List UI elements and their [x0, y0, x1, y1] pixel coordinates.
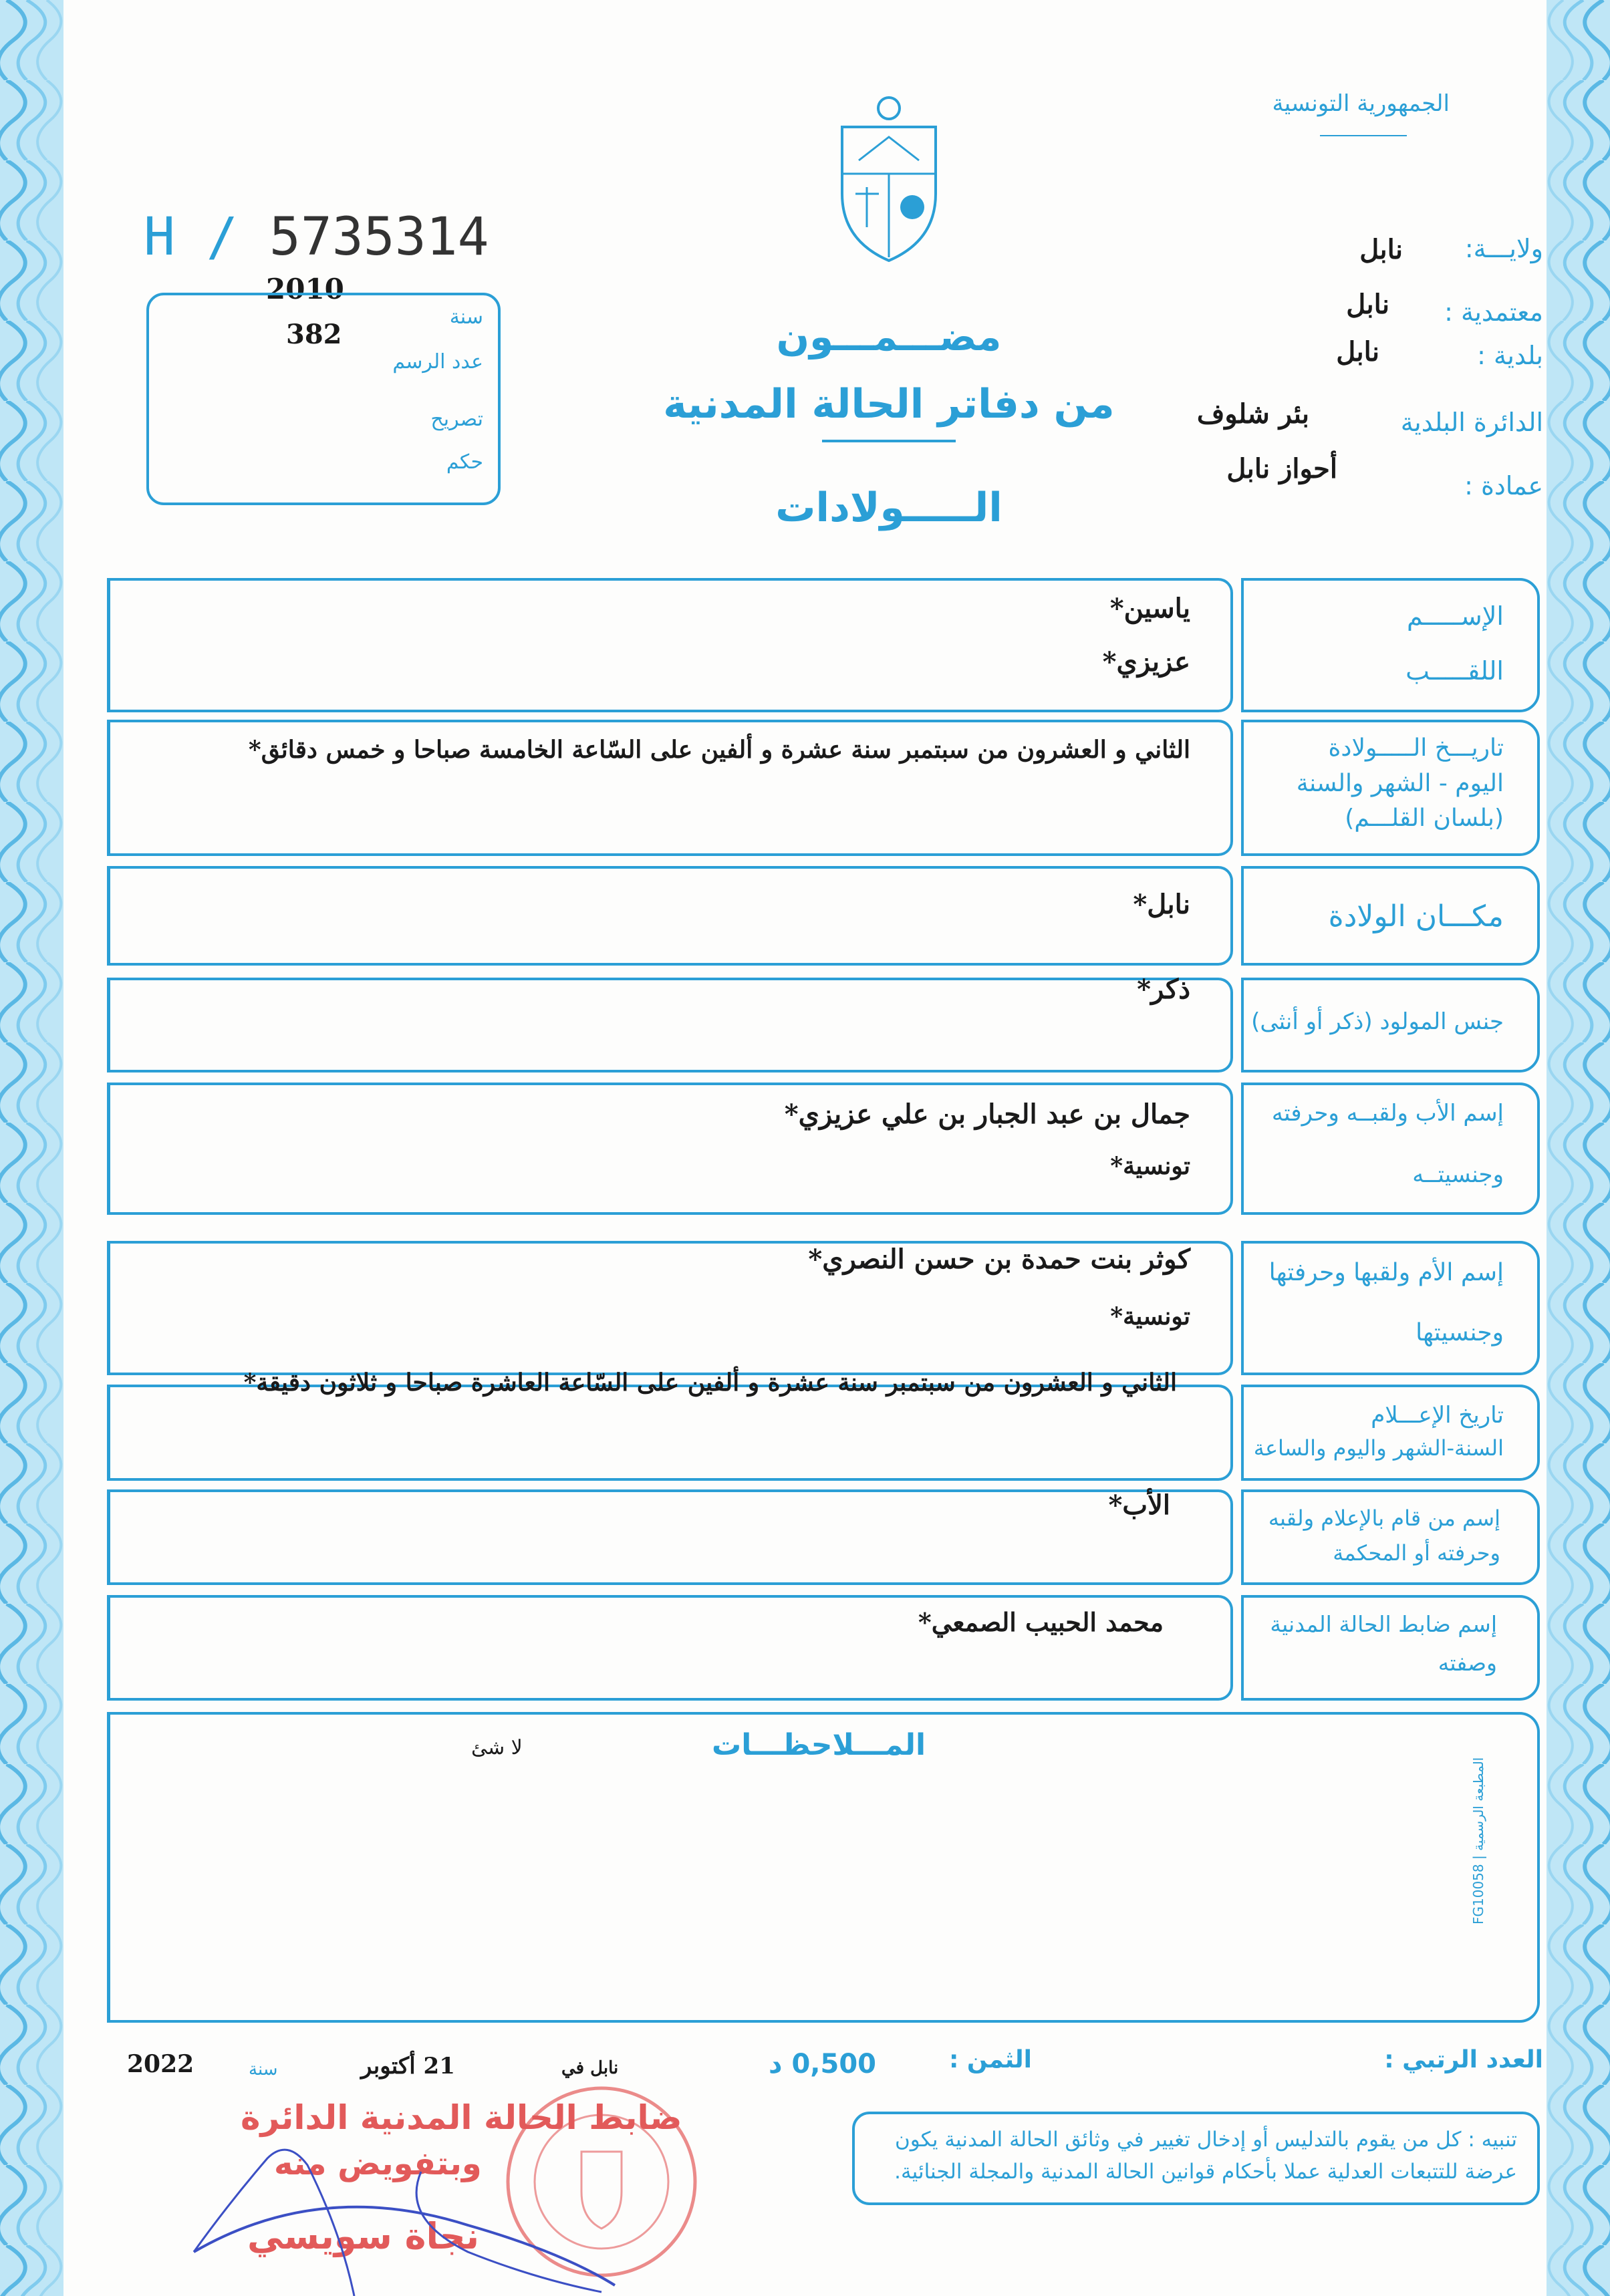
officer-value: محمد الحبيب الصمعي*: [918, 1607, 1164, 1637]
remarks-box: [107, 1712, 1540, 2023]
right-guilloche-border: [1547, 0, 1610, 2296]
birth-place-value: نابل*: [1133, 889, 1190, 920]
delegation-value: نابل: [1346, 289, 1389, 320]
surname-value: عزيزي*: [1102, 646, 1190, 678]
record-box: [146, 293, 501, 505]
municipality-value: نابل: [1336, 336, 1379, 368]
issue-year-value: 2022: [127, 2050, 194, 2078]
price-value: 0,500 د: [769, 2049, 876, 2079]
printer-mark: المطبعة الرسمية | FG10058: [1470, 1757, 1486, 1924]
father-value-box: [107, 1083, 1233, 1215]
declarant-label-2: وحرفته أو المحكمة: [1333, 1540, 1500, 1566]
officer-value-box: [107, 1595, 1233, 1701]
judgment-label: حكم: [446, 450, 483, 474]
title-divider: [1320, 135, 1407, 136]
birth-date-value-box: [107, 720, 1233, 856]
remarks-value: لا شئ: [471, 1736, 523, 1759]
declarant-value-box: [107, 1489, 1233, 1585]
father-label-box: [1241, 1083, 1540, 1215]
municipal-district-value: بئر شلوف: [1196, 398, 1309, 430]
stamp-line-delegation: وبتفويض منه: [274, 2145, 482, 2182]
father-nationality-value: تونسية*: [1110, 1152, 1190, 1180]
issue-year-label: سنة: [249, 2059, 278, 2079]
birth-date-label-1: تاريـــخ الـــــولادة: [1328, 734, 1504, 762]
serial-order-label: العدد الرتبي :: [1384, 2046, 1543, 2073]
birth-place-value-box: [107, 866, 1233, 966]
left-guilloche-border: [0, 0, 63, 2296]
surname-label: اللقـــــب: [1405, 656, 1504, 686]
declaration-date-value-box: [107, 1369, 1233, 1481]
serial-number: 5735314: [269, 207, 489, 267]
name-label-box: [1241, 578, 1540, 712]
declarant-label-1: إسم من قام بالإعلام ولقبه: [1268, 1505, 1500, 1531]
mother-value-box: [107, 1241, 1233, 1375]
mother-nationality-value: تونسية*: [1110, 1302, 1190, 1330]
declaration-date-label-box: [1241, 1385, 1540, 1481]
republic-title: الجمهورية التونسية: [1272, 90, 1450, 117]
birth-place-label-box: [1241, 866, 1540, 966]
serial-prefix: H /: [144, 207, 238, 267]
record-year-value: 2010: [266, 273, 344, 305]
delegation-label: معتمدية :: [1444, 297, 1543, 327]
governorate-value: نابل: [1359, 234, 1403, 265]
mother-label-2: وجنسيتها: [1416, 1319, 1504, 1346]
tunisia-emblem-icon: [832, 94, 946, 264]
issue-date-value: 21 أكتوبر: [361, 2053, 455, 2079]
declaration-date-label-1: تاريخ الإعـــلام: [1371, 1402, 1504, 1429]
year-label: سنة: [449, 305, 483, 329]
declarant-value: الأب*: [1108, 1489, 1170, 1521]
governorate-label: ولايـــة:: [1464, 234, 1543, 263]
municipal-district-label: الدائرة البلدية: [1400, 408, 1543, 437]
legal-notice-text: تنبيه : كل من يقوم بالتدليس أو إدخال تغيير في وثائق الحالة المدنية يكون عرضة للتتبعات العدلية عملا بأحكام قوانين الحالة المدنية والمجلة الجنائية.: [894, 2128, 1517, 2184]
document-title: مضـــمـــون: [776, 314, 1002, 360]
officer-label-2: وصفته: [1438, 1650, 1497, 1676]
price-label: الثمن :: [949, 2046, 1033, 2073]
legal-notice-box: [852, 2112, 1540, 2205]
issue-place-value: نابل في: [561, 2058, 619, 2078]
document-subtitle: من دفاتر الحالة المدنية: [663, 381, 1115, 428]
sector-label: عمادة :: [1464, 471, 1543, 500]
sector-value: أحواز نابل: [1226, 453, 1337, 484]
stamp-line-officer: ضابط الحالة المدنية الدائرة: [241, 2098, 682, 2137]
birth-date-label-3: (بلسان القلـــم): [1345, 805, 1504, 832]
mother-name-value: كوثر بنت حمدة بن حسن النصري*: [808, 1244, 1190, 1275]
declarant-label-box: [1241, 1489, 1540, 1585]
officer-label-1: إسم ضابط الحالة المدنية: [1270, 1611, 1497, 1637]
record-number-label: عدد الرسم: [392, 350, 483, 374]
stamp-line-name: نجاة سويسي: [247, 2215, 479, 2257]
declaration-label: تصريح: [430, 408, 483, 431]
birth-place-label: مكـــان الولادة: [1328, 899, 1504, 934]
sex-label-box: [1241, 978, 1540, 1072]
sex-value: ذكر*: [1137, 974, 1190, 1005]
signature-icon: [187, 2125, 722, 2296]
father-name-value: جمال بن عبد الجبار بن علي عزيزي*: [784, 1099, 1190, 1130]
father-label-1: إسم الأب ولقبــه وحرفته: [1271, 1100, 1504, 1127]
name-value-box: [107, 578, 1233, 712]
remarks-label: المـــلاحظـــات: [712, 1728, 926, 1762]
sex-value-box: [107, 974, 1233, 1072]
officer-label-box: [1241, 1595, 1540, 1701]
declaration-date-value: الثاني و العشرون من سبتمبر سنة عشرة و ألفين على السّاعة العاشرة صباحا و ثلاثون دقيقة*: [243, 1369, 1177, 1397]
declaration-date-label-2: السنة-الشهر واليوم والساعة: [1253, 1435, 1504, 1461]
father-label-2: وجنسيتــه: [1412, 1161, 1504, 1188]
subtitle-underline: [822, 440, 956, 442]
mother-label-1: إسم الأم ولقبها وحرفتها: [1268, 1259, 1504, 1286]
record-number-value: 382: [286, 319, 342, 350]
mother-label-box: [1241, 1241, 1540, 1375]
first-name-value: ياسين*: [1109, 593, 1190, 624]
sex-label: جنس المولود (ذكر أو أنثى): [1251, 1008, 1504, 1035]
birth-date-label-2: اليوم - الشهر والسنة: [1296, 770, 1504, 797]
births-title: الـــــولادات: [775, 484, 1002, 531]
municipality-label: بلدية :: [1477, 341, 1543, 370]
birth-date-label-box: [1241, 720, 1540, 856]
first-name-label: الإســـــم: [1406, 601, 1504, 631]
birth-date-value: الثاني و العشرون من سبتمبر سنة عشرة و ألفين على السّاعة الخامسة صباحا و خمس دقائق*: [248, 736, 1190, 764]
